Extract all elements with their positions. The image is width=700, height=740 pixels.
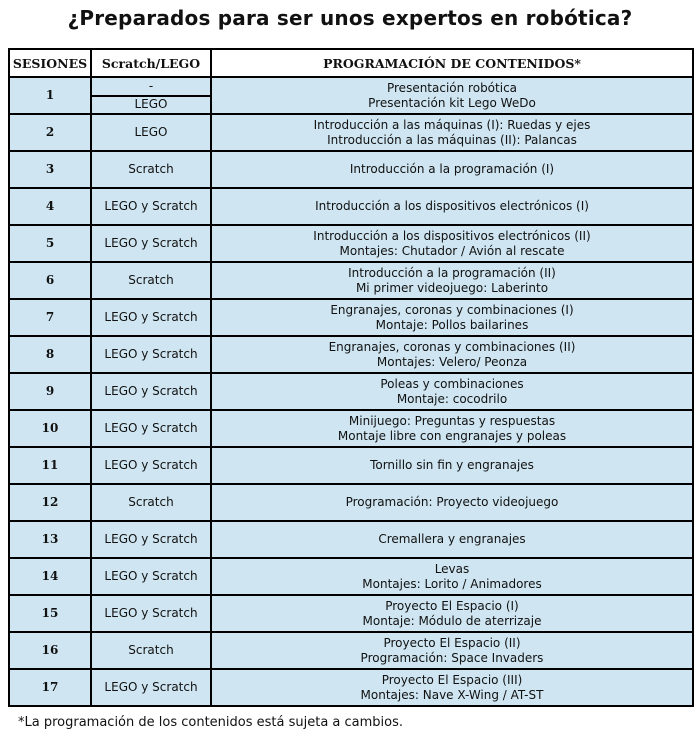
sessions-table: [8, 48, 694, 707]
table-header-row: [9, 49, 693, 77]
session-number: 3: [9, 151, 91, 188]
content-line: Proyecto El Espacio (II): [383, 635, 521, 650]
content-line: Mi primer videojuego: Laberinto: [355, 280, 549, 295]
session-number: 10: [9, 410, 91, 447]
session-number: 8: [9, 336, 91, 373]
session-number: 4: [9, 188, 91, 225]
header-content: PROGRAMACIÓN DE CONTENIDOS*: [211, 49, 693, 77]
content-line: Introducción a los dispositivos electrónicos (I): [315, 199, 589, 213]
content-line: Levas: [434, 561, 470, 576]
table-row: [9, 410, 693, 447]
session-content: [211, 484, 693, 521]
session-tool: Scratch: [91, 262, 211, 299]
content-line: Montajes: Lorito / Animadores: [362, 576, 542, 591]
page-title: ¿Preparados para ser unos expertos en robótica?: [67, 6, 633, 30]
content-line: Programación: Space Invaders: [360, 650, 544, 665]
content-line: Presentación robótica: [386, 80, 518, 95]
session-tool: LEGO y Scratch: [91, 188, 211, 225]
content-line: Proyecto El Espacio (I): [385, 598, 519, 613]
session-number: 11: [9, 447, 91, 484]
session-content: [211, 521, 693, 558]
content-line: Proyecto El Espacio (III): [381, 672, 523, 687]
session-tool: LEGO: [91, 114, 211, 151]
table-row: [9, 521, 693, 558]
session-tool: LEGO y Scratch: [91, 595, 211, 632]
content-line: Programación: Proyecto videojuego: [345, 495, 559, 509]
table-row: [9, 632, 693, 669]
session-tool: LEGO y Scratch: [91, 373, 211, 410]
session-content: [211, 632, 693, 669]
header-sessions: SESIONES: [9, 49, 91, 77]
session-number: 1: [9, 77, 91, 114]
session-number: 2: [9, 114, 91, 151]
session-tool: LEGO y Scratch: [91, 225, 211, 262]
content-line: Cremallera y engranajes: [378, 532, 526, 546]
table-row: [9, 373, 693, 410]
table-row: [9, 595, 693, 632]
session-content: [211, 151, 693, 188]
session-tool: Scratch: [91, 484, 211, 521]
session-content: [211, 558, 693, 595]
session-content: [211, 373, 693, 410]
session-number: 15: [9, 595, 91, 632]
session-number: 5: [9, 225, 91, 262]
table-row: [9, 558, 693, 595]
session-content: [211, 114, 693, 151]
content-line: Montajes: Nave X-Wing / AT-ST: [360, 687, 544, 702]
session-number: 6: [9, 262, 91, 299]
content-line: Introducción a las máquinas (I): Ruedas y ejes: [313, 117, 591, 132]
content-line: Montaje: Pollos bailarines: [375, 317, 529, 332]
session-number: 9: [9, 373, 91, 410]
session-tool: Scratch: [91, 151, 211, 188]
session-content: [211, 299, 693, 336]
session-content: [211, 669, 693, 706]
session-tool: LEGO y Scratch: [91, 410, 211, 447]
table-row: [9, 447, 693, 484]
content-line: Montaje: cocodrilo: [396, 391, 508, 406]
content-line: Montaje libre con engranajes y poleas: [337, 428, 567, 443]
session-tool: LEGO y Scratch: [91, 558, 211, 595]
header-tool: Scratch/LEGO: [91, 49, 211, 77]
session-content: [211, 262, 693, 299]
table-row: [9, 669, 693, 706]
session-tool: LEGO y Scratch: [91, 521, 211, 558]
content-line: Introducción a la programación (II): [348, 265, 556, 280]
table-row: [9, 225, 693, 262]
content-line: Montajes: Velero/ Peonza: [376, 354, 528, 369]
content-line: Introducción a los dispositivos electrónicos (II): [313, 228, 591, 243]
table-row: [9, 114, 693, 151]
session-tool: LEGO y Scratch: [91, 669, 211, 706]
table-row: [9, 77, 693, 114]
footnote: *La programación de los contenidos está sujeta a cambios.: [18, 715, 404, 730]
session-number: 14: [9, 558, 91, 595]
content-line: Engranajes, coronas y combinaciones (II): [328, 339, 576, 354]
table-row: [9, 484, 693, 521]
session-tool: LEGO y Scratch: [91, 299, 211, 336]
table-row: [9, 336, 693, 373]
session-number: 16: [9, 632, 91, 669]
session-tool: [91, 77, 211, 114]
session-content: [211, 410, 693, 447]
table-row: [9, 151, 693, 188]
session-tool: LEGO y Scratch: [91, 336, 211, 373]
session-tool: LEGO y Scratch: [91, 447, 211, 484]
session-content: [211, 77, 693, 114]
content-line: Poleas y combinaciones: [380, 376, 524, 391]
session-content: [211, 225, 693, 262]
table-body: [9, 77, 693, 706]
content-line: Engranajes, coronas y combinaciones (I): [330, 302, 574, 317]
session-number: 12: [9, 484, 91, 521]
session-tool: Scratch: [91, 632, 211, 669]
content-line: Montaje: Módulo de aterrizaje: [362, 613, 542, 628]
content-line: Introducción a las máquinas (II): Palancas: [327, 132, 577, 147]
session-content: [211, 336, 693, 373]
table-row: [9, 299, 693, 336]
content-line: Montajes: Chutador / Avión al rescate: [339, 243, 565, 258]
table-row: [9, 262, 693, 299]
session-content: [211, 188, 693, 225]
session-tool-part: -: [148, 78, 154, 93]
session-number: 13: [9, 521, 91, 558]
session-content: [211, 595, 693, 632]
session-content: [211, 447, 693, 484]
session-number: 7: [9, 299, 91, 336]
content-line: Tornillo sin fin y engranajes: [370, 458, 534, 472]
content-line: Introducción a la programación (I): [349, 162, 555, 176]
session-tool-part: LEGO: [92, 95, 210, 114]
content-line: Minijuego: Preguntas y respuestas: [348, 413, 556, 428]
table-row: [9, 188, 693, 225]
content-line: Presentación kit Lego WeDo: [368, 95, 536, 110]
session-number: 17: [9, 669, 91, 706]
